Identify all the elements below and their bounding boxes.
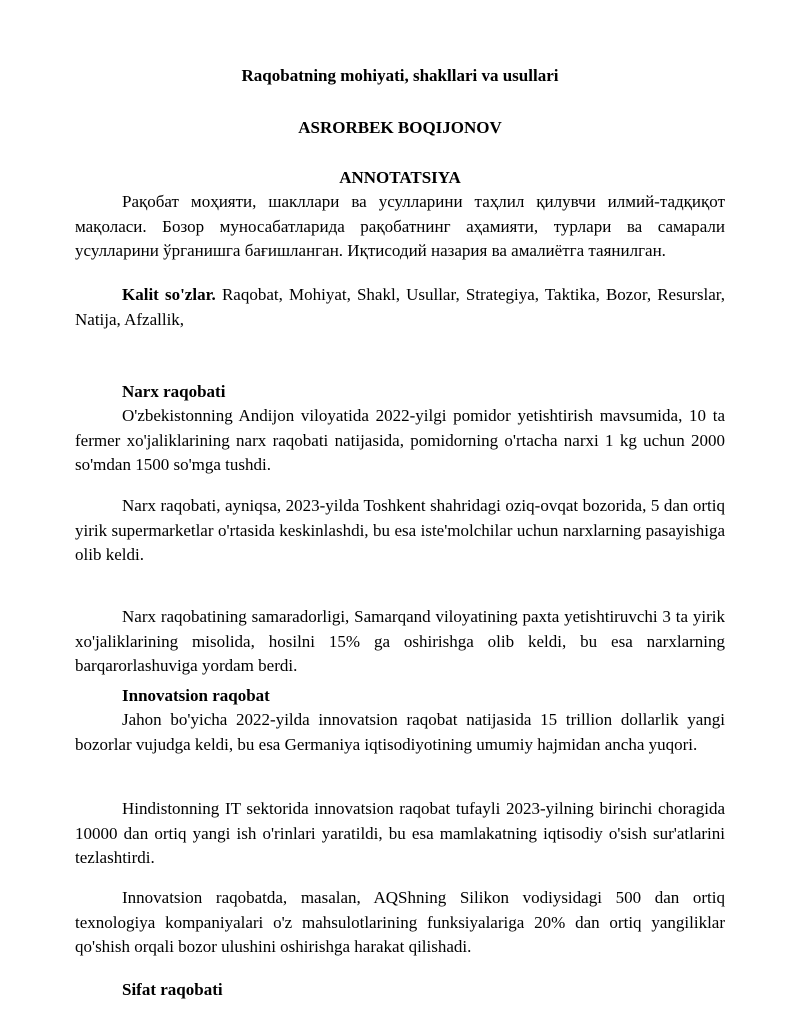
section-paragraph: Jahon bo'yicha 2022-yilda innovatsion raqobat natijasida 15 trillion dollarlik yangi bozorlar vujudga keldi, bu esa Germaniya iqtisodiyotining umumiy hajmidan ancha yuqori. <box>75 710 725 754</box>
section-paragraph: O'zbekistonning Andijon viloyatida 2022-yilgi pomidor yetishtirish mavsumida, 10 ta fermer xo'jaliklarining narx raqobati natijasida, pomidorning o'rtacha narxi 1 kg uchun 2000 so'mdan 1500 so'mga tushdi. <box>75 406 725 474</box>
annotation-paragraph: Рақобат моҳияти, шакллари ва усулларини таҳлил қилувчи илмий-тадқиқот мақоласи. Бозор муносабатларида рақобатнинг аҳамияти, турлари ва самарали усулларини ўрганишга бағишланган. Иқтисодий назария ва амалиётга таянилган. <box>75 192 725 260</box>
section-paragraph: Innovatsion raqobatda, masalan, AQShning Silikon vodiysidagi 500 dan ortiq texnologiya kompaniyalari o'z mahsulotlarining funksiyalariga 20% dan ortiq yangiliklar qo'shish orqali bozor ulushini oshirishga harakat qilishadi. <box>75 888 725 956</box>
keywords-label: Kalit so'zlar. <box>122 285 216 304</box>
keywords-paragraph <box>75 283 725 332</box>
section-paragraph: Narx raqobati, ayniqsa, 2023-yilda Toshkent shahridagi oziq-ovqat bozorida, 5 dan ortiq yirik supermarketlar o'rtasida keskinlashdi, bu esa iste'molchilar uchun narxlarning pasayishiga olib keldi. <box>75 496 725 564</box>
section-heading-quality-competition: Sifat raqobati <box>122 980 223 999</box>
section-paragraph: Hindistonning IT sektorida innovatsion raqobat tufayli 2023-yilning birinchi choragida 10000 dan ortiq yangi ish o'rinlari yaratildi, bu esa mamlakatning iqtisodiy o'sish sur'atlarini tezlashtirdi. <box>75 799 725 867</box>
keywords-text: Raqobat, Mohiyat, Shakl, Usullar, Strategiya, Taktika, Bozor, Resurslar, Natija, Afzallik, <box>75 285 725 329</box>
annotation-heading: ANNOTATSIYA <box>339 168 461 187</box>
section-paragraph: Narx raqobatining samaradorligi, Samarqand viloyatining paxta yetishtiruvchi 3 ta yirik xo'jaliklarining misolida, hosilni 15% ga oshirishga olib keldi, bu esa narxlarning barqarorlashuviga yordam berdi. <box>75 607 725 675</box>
document-title: Raqobatning mohiyati, shakllari va usullari <box>241 66 559 85</box>
section-heading-innovation-competition: Innovatsion raqobat <box>122 686 270 705</box>
section-heading-price-competition: Narx raqobati <box>122 382 226 401</box>
author-name: ASRORBEK BOQIJONOV <box>298 118 502 137</box>
